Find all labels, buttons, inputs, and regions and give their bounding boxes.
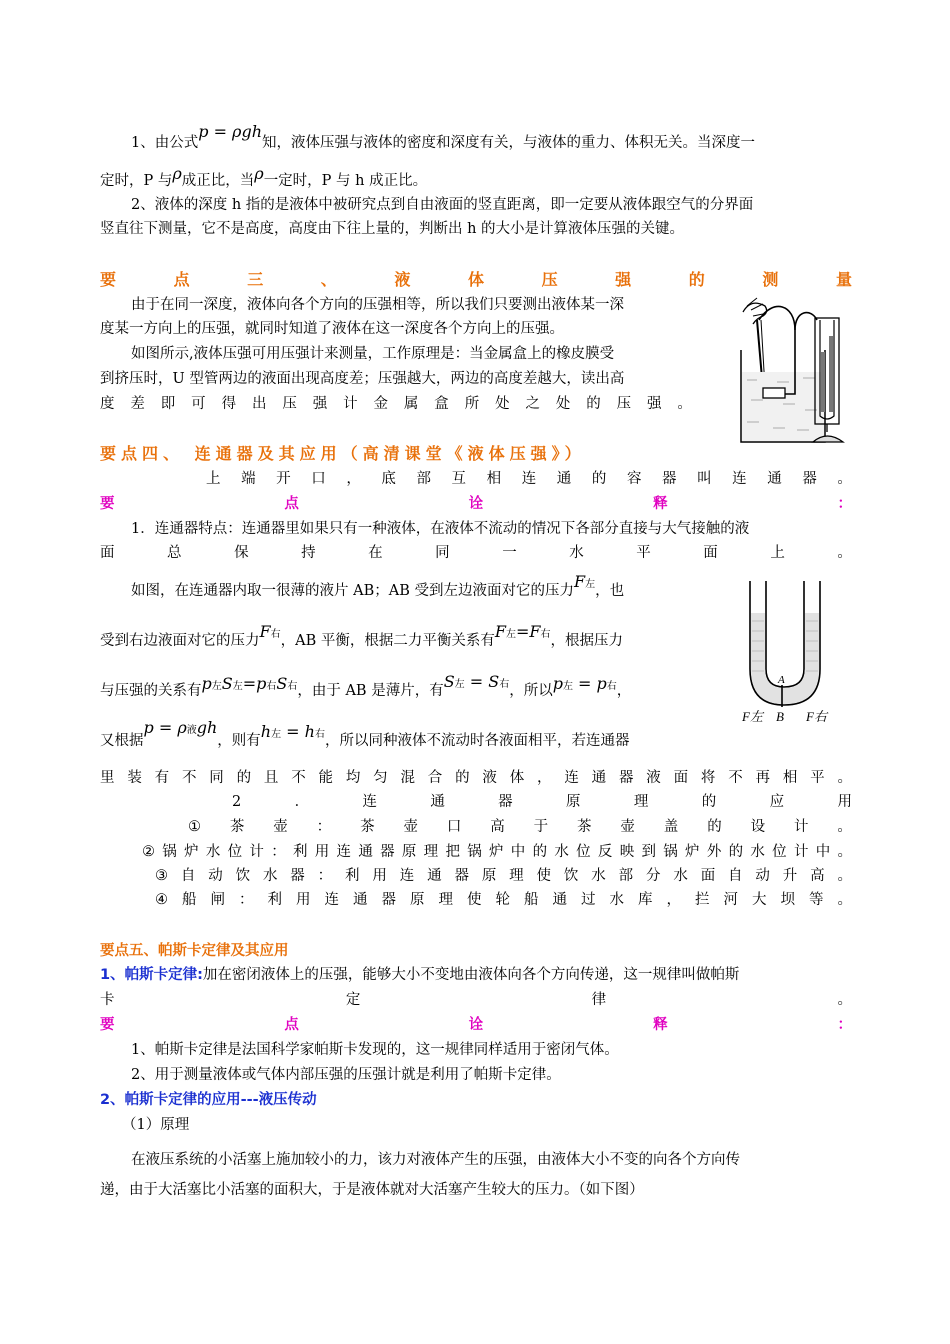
- char: 保: [234, 545, 249, 561]
- char: 互: [451, 471, 467, 487]
- char: 水: [673, 868, 688, 884]
- char: 使: [467, 892, 482, 908]
- char: 应: [769, 794, 785, 810]
- section3-title: [100, 270, 852, 290]
- char: 位: [772, 844, 787, 860]
- char: 器: [618, 770, 634, 786]
- char: 锅: [663, 844, 678, 860]
- s5-explain-heading: [100, 1015, 852, 1035]
- para-formula: [100, 122, 852, 153]
- label-A: A: [778, 674, 785, 686]
- char: 茶: [577, 819, 592, 835]
- s4-derivation-line2: 受到右边液面对它的压力F右，AB 平衡，根据二力平衡关系有F左=F右，根据压力: [100, 622, 623, 649]
- char: 面: [703, 545, 718, 561]
- char: 不: [181, 770, 197, 786]
- char: 合: [427, 770, 443, 786]
- char: 高: [490, 819, 505, 835]
- char: 容: [626, 471, 642, 487]
- char: 水: [609, 892, 624, 908]
- section5-title: 要点五、帕斯卡定律及其应用: [100, 943, 289, 959]
- char: 理: [438, 892, 453, 908]
- char: 水: [262, 868, 278, 884]
- char: 持: [301, 545, 316, 561]
- char: 一: [502, 545, 517, 561]
- s4-app2: [142, 842, 852, 862]
- char: 饮: [235, 868, 251, 884]
- char: 强: [647, 396, 662, 412]
- para-depth-line1: 2、液体的深度 h 指的是液体中被研究点到自由液面的竖直距离，即一定要从液体跟空气的分界面: [131, 197, 754, 213]
- char: 定: [345, 992, 361, 1008]
- text: 与压强的关系有: [100, 683, 202, 699]
- char: 。: [837, 471, 852, 487]
- char: 利: [345, 868, 360, 884]
- char: 器: [802, 471, 817, 487]
- char: 原: [401, 844, 417, 860]
- char: 通: [556, 471, 572, 487]
- char: 连: [521, 471, 537, 487]
- char: 水: [205, 844, 221, 860]
- char: 升: [782, 868, 798, 884]
- char: 的: [591, 471, 607, 487]
- char: 理: [633, 794, 649, 810]
- char: 叫: [697, 471, 712, 487]
- char: 端: [241, 471, 256, 487]
- s5-explain-1: 1、帕斯卡定律是法国科学家帕斯卡发现的，这一规律同样适用于密闭气体。: [131, 1042, 619, 1058]
- char: 水: [591, 868, 606, 884]
- s4-feature-line1: 1．连通器特点：连通器里如果只有一种液体，在液体不流动的情况下各部分直接与大气接触的液: [131, 521, 750, 537]
- char: 点: [284, 496, 299, 512]
- char: 位: [227, 844, 243, 860]
- char: 之: [525, 396, 540, 412]
- s4-derivation-line4: 又根据p = ρ液gh，则有h左 = h右，所以同种液体不流动时各液面相平，若连通器: [100, 718, 630, 749]
- char: 设: [750, 819, 766, 835]
- char: 不: [291, 770, 306, 786]
- s4-app1: [188, 817, 852, 837]
- char: 诠: [468, 496, 484, 512]
- char: 金: [373, 396, 389, 412]
- s4-derivation-line1: 如图，在连通器内取一很薄的液片 AB；AB 受到左边液面对它的压力F左，也: [131, 572, 625, 599]
- char: 相: [782, 770, 798, 786]
- label-F-left: F左: [742, 709, 763, 724]
- char: 的: [455, 770, 470, 786]
- char: 把: [445, 844, 460, 860]
- char: 中: [510, 844, 526, 860]
- s4-app-title: [232, 792, 852, 812]
- char: 水: [554, 844, 569, 860]
- text: 定时，P 与: [100, 173, 173, 189]
- char: 匀: [373, 770, 388, 786]
- char: ②: [142, 844, 155, 860]
- s5-app-title: 2、帕斯卡定律的应用---液压传动: [100, 1092, 317, 1108]
- char: 动: [208, 868, 223, 884]
- char: 反: [597, 844, 613, 860]
- char: 上: [770, 545, 785, 561]
- s3-line3: 如图所示,液体压强可用压强计来测量，工作原理是：当金属盒上的橡皮膜受: [131, 346, 615, 362]
- char: 器: [381, 892, 396, 908]
- char: 映: [619, 844, 635, 860]
- text: ，也: [595, 583, 625, 599]
- s4-feature-line2: [100, 543, 852, 563]
- char: 相: [486, 471, 502, 487]
- char: 开: [276, 471, 291, 487]
- char: 。: [837, 868, 852, 884]
- rho-symbol: ρ: [172, 164, 182, 183]
- char: 要: [100, 270, 117, 289]
- char: 。: [837, 770, 852, 786]
- char: 压: [282, 396, 297, 412]
- char: 再: [755, 770, 770, 786]
- char: 的: [688, 270, 705, 289]
- char: 饮: [563, 868, 579, 884]
- char: 强: [615, 270, 632, 289]
- char: 能: [318, 770, 333, 786]
- char: 三: [247, 270, 264, 289]
- char: 船: [182, 892, 197, 908]
- char: 到: [641, 844, 656, 860]
- char: 的: [707, 819, 722, 835]
- char: 炉: [489, 844, 504, 860]
- char: 通: [552, 892, 567, 908]
- char: 原: [410, 892, 425, 908]
- char: ：: [239, 892, 254, 908]
- char: 通: [767, 471, 782, 487]
- label-B: B: [776, 709, 784, 724]
- char: 面: [673, 770, 689, 786]
- char: 可: [191, 396, 206, 412]
- char: 同: [435, 545, 450, 561]
- s4-app3: [155, 866, 852, 886]
- char: 处: [555, 396, 571, 412]
- char: ．: [294, 794, 310, 810]
- char: 高: [810, 868, 825, 884]
- char: 通: [353, 892, 368, 908]
- text: 知，液体压强与液体的密度和深度有关，与液体的重力、体积无关。当深度一: [262, 135, 756, 151]
- char: 测: [762, 270, 779, 289]
- char: 同: [209, 770, 224, 786]
- char: 均: [345, 770, 361, 786]
- char: 拦: [695, 892, 710, 908]
- char: 轮: [495, 892, 510, 908]
- para-depth-line2: 竖直往下测量，它不是高度，高度由下往上量的，判断出 h 的大小是计算液体压强的关键。: [100, 221, 685, 237]
- char: 液: [394, 270, 411, 289]
- text: ，所以: [509, 683, 553, 699]
- char: 库: [638, 892, 653, 908]
- char: 理: [509, 868, 524, 884]
- char: 上: [206, 471, 221, 487]
- char: ④: [155, 892, 168, 908]
- char: ：: [271, 844, 286, 860]
- char: 压: [541, 270, 558, 289]
- text: 成正比，当: [181, 173, 255, 189]
- char: 茶: [360, 819, 375, 835]
- char: 将: [700, 770, 716, 786]
- char: ：: [837, 496, 852, 512]
- char: 平: [636, 545, 651, 561]
- char: ①: [188, 819, 201, 835]
- para-formula-line2: [100, 164, 852, 191]
- char: 盒: [434, 396, 449, 412]
- char: 的: [586, 396, 601, 412]
- char: 液: [646, 770, 661, 786]
- char: 处: [495, 396, 510, 412]
- text: 受到右边液面对它的压力: [100, 633, 260, 649]
- char: 连: [732, 471, 747, 487]
- u-tube-figure: [740, 577, 840, 727]
- char: 口: [446, 819, 462, 835]
- char: 量: [835, 270, 852, 289]
- char: 混: [400, 770, 415, 786]
- char: 通: [358, 844, 373, 860]
- char: 炉: [184, 844, 199, 860]
- text: 又根据: [100, 733, 144, 749]
- char: 利: [267, 892, 282, 908]
- law-label: 1、帕斯卡定律:: [100, 967, 203, 983]
- text: ，则有: [217, 733, 261, 749]
- char: 度: [100, 396, 115, 412]
- text: ，: [616, 683, 632, 699]
- char: 壶: [403, 819, 418, 835]
- char: 闸: [210, 892, 225, 908]
- char: 得: [221, 396, 237, 412]
- s4-derivation-line3: 与压强的关系有p左S左=p右S右，由于 AB 是薄片，有S左 = S右，所以p左 = p右，: [100, 672, 632, 699]
- char: 。: [837, 819, 852, 835]
- char: 锅: [162, 844, 177, 860]
- char: 连: [324, 892, 339, 908]
- char: 。: [677, 396, 692, 412]
- char: 装: [127, 770, 142, 786]
- char: 位: [576, 844, 591, 860]
- char: 理: [423, 844, 439, 860]
- char: 利: [292, 844, 308, 860]
- char: 、: [320, 270, 337, 289]
- char: ，: [537, 770, 552, 786]
- char: 点: [173, 270, 190, 289]
- char: 诠: [468, 1017, 484, 1033]
- char: 里: [100, 770, 115, 786]
- char: 等: [809, 892, 824, 908]
- char: 器: [380, 844, 395, 860]
- char: 底: [381, 471, 396, 487]
- char: 河: [723, 892, 738, 908]
- s5-principle-line2: 递，由于大活塞比小活塞的面积大，于是液体就对大活塞产生较大的压力。（如下图）: [100, 1182, 644, 1198]
- char: 口: [311, 471, 326, 487]
- char: 过: [581, 892, 596, 908]
- s4-derivation-line5: [100, 768, 852, 788]
- char: 。: [837, 844, 852, 860]
- char: ：: [837, 1017, 852, 1033]
- char: 坝: [780, 892, 795, 908]
- char: 使: [536, 868, 552, 884]
- text: 加在密闭液体上的压强，能够大小不变地由液体向各个方向传递，这一规律叫做帕斯: [202, 967, 740, 983]
- char: 用: [314, 844, 330, 860]
- char: 部: [618, 868, 634, 884]
- char: 的: [236, 770, 252, 786]
- s3-line1: 由于在同一深度，液体向各个方向的压强相等，所以我们只要测出液体某一深: [131, 297, 624, 313]
- char: 器: [498, 794, 513, 810]
- s5-law-line1: [100, 965, 852, 985]
- text: ，由于 AB 是薄片，有: [297, 683, 444, 699]
- char: 。: [837, 545, 852, 561]
- char: 锅: [467, 844, 482, 860]
- char: 所: [464, 396, 480, 412]
- char: 即: [160, 396, 176, 412]
- char: 释: [653, 1017, 668, 1033]
- formula-p-rho-g-h: p = ρgh: [198, 122, 263, 141]
- char: 面: [700, 868, 716, 884]
- char: 有: [154, 770, 170, 786]
- s5-principle: （1）原理: [122, 1117, 190, 1133]
- char: 器: [290, 868, 305, 884]
- char: 壶: [620, 819, 635, 835]
- char: 大: [752, 892, 767, 908]
- char: 且: [263, 770, 279, 786]
- char: 船: [524, 892, 539, 908]
- text: ，所以同种液体不流动时各液面相平，若连通器: [324, 733, 630, 749]
- char: 连: [362, 794, 377, 810]
- char: 压: [616, 396, 632, 412]
- s5-principle-line1: 在液压系统的小活塞上施加较小的力，该力对液体产生的压强，由液体大小不变的向各个方向传: [131, 1152, 740, 1168]
- s4-explain-heading: [100, 494, 852, 514]
- char: ，: [346, 471, 361, 487]
- char: 要: [100, 1017, 115, 1033]
- char: 平: [810, 770, 825, 786]
- char: 体: [467, 270, 484, 289]
- char: 器: [662, 471, 677, 487]
- char: 出: [251, 396, 267, 412]
- char: 体: [509, 770, 525, 786]
- char: 计: [793, 844, 809, 860]
- char: ，: [666, 892, 681, 908]
- char: 计: [343, 396, 358, 412]
- char: 水: [569, 545, 584, 561]
- char: 盖: [663, 819, 679, 835]
- text: 1、由公式: [131, 135, 199, 151]
- char: 动: [755, 868, 770, 884]
- char: 外: [706, 844, 722, 860]
- s4-definition: [206, 469, 852, 489]
- char: 属: [403, 396, 419, 412]
- char: 液: [482, 770, 497, 786]
- char: 部: [416, 471, 431, 487]
- char: 点: [284, 1017, 299, 1033]
- text: 一定时，P 与 h 成正比。: [263, 173, 428, 189]
- char: 卡: [100, 992, 115, 1008]
- text: 如图，在连通器内取一很薄的液片 AB；AB 受到左边液面对它的压力: [131, 583, 574, 599]
- s3-line5: [100, 394, 692, 414]
- s5-law-line2: [100, 990, 852, 1010]
- char: 连: [564, 770, 579, 786]
- char: 水: [750, 844, 765, 860]
- char: ：: [317, 868, 333, 884]
- char: 。: [837, 992, 852, 1008]
- s3-line4: 到挤压时，U 型管两边的液面出现高度差；压强越大，两边的高度差越大，读出高: [100, 371, 625, 387]
- char: 计: [793, 819, 809, 835]
- section4-title: 要点四、 连通器及其应用（高清课堂《液体压强》）: [100, 444, 586, 463]
- char: 的: [532, 844, 548, 860]
- char: 炉: [685, 844, 700, 860]
- s5-explain-2: 2、用于测量液体或气体内部压强的压强计就是利用了帕斯卡定律。: [131, 1067, 561, 1083]
- char: 原: [481, 868, 497, 884]
- char: 。: [837, 892, 852, 908]
- char: 差: [130, 396, 145, 412]
- char: 器: [454, 868, 469, 884]
- char: 2: [232, 794, 242, 810]
- char: 原: [566, 794, 581, 810]
- char: ：: [316, 819, 332, 835]
- char: 壶: [273, 819, 288, 835]
- char: 的: [728, 844, 744, 860]
- char: 不: [728, 770, 743, 786]
- text: ，根据压力: [550, 633, 623, 649]
- char: 连: [336, 844, 352, 860]
- char: 用: [837, 794, 852, 810]
- char: 于: [533, 819, 549, 835]
- char: 中: [815, 844, 831, 860]
- char: ③: [155, 868, 168, 884]
- text: ，AB 平衡，根据二力平衡关系有: [280, 633, 495, 649]
- char: 分: [645, 868, 661, 884]
- char: 用: [296, 892, 311, 908]
- char: 自: [180, 868, 196, 884]
- char: 通: [427, 868, 442, 884]
- s3-line2: 度某一方向上的压强，就同时知道了液体在这一深度各个方向上的压强。: [100, 321, 564, 337]
- char: 自: [728, 868, 743, 884]
- char: 总: [167, 545, 182, 561]
- label-F-right: F右: [806, 709, 827, 724]
- char: 释: [653, 496, 668, 512]
- char: 面: [100, 545, 115, 561]
- char: 用: [372, 868, 387, 884]
- char: 在: [368, 545, 383, 561]
- char: 连: [399, 868, 415, 884]
- s4-app4: [155, 890, 852, 910]
- char: 计: [249, 844, 264, 860]
- char: 强: [312, 396, 328, 412]
- char: 茶: [229, 819, 245, 835]
- manometer-figure: [733, 290, 858, 452]
- char: 通: [591, 770, 607, 786]
- rho-symbol: ρ: [254, 164, 264, 183]
- char: 的: [701, 794, 717, 810]
- char: 通: [430, 794, 445, 810]
- char: 律: [591, 992, 607, 1008]
- char: 要: [100, 496, 115, 512]
